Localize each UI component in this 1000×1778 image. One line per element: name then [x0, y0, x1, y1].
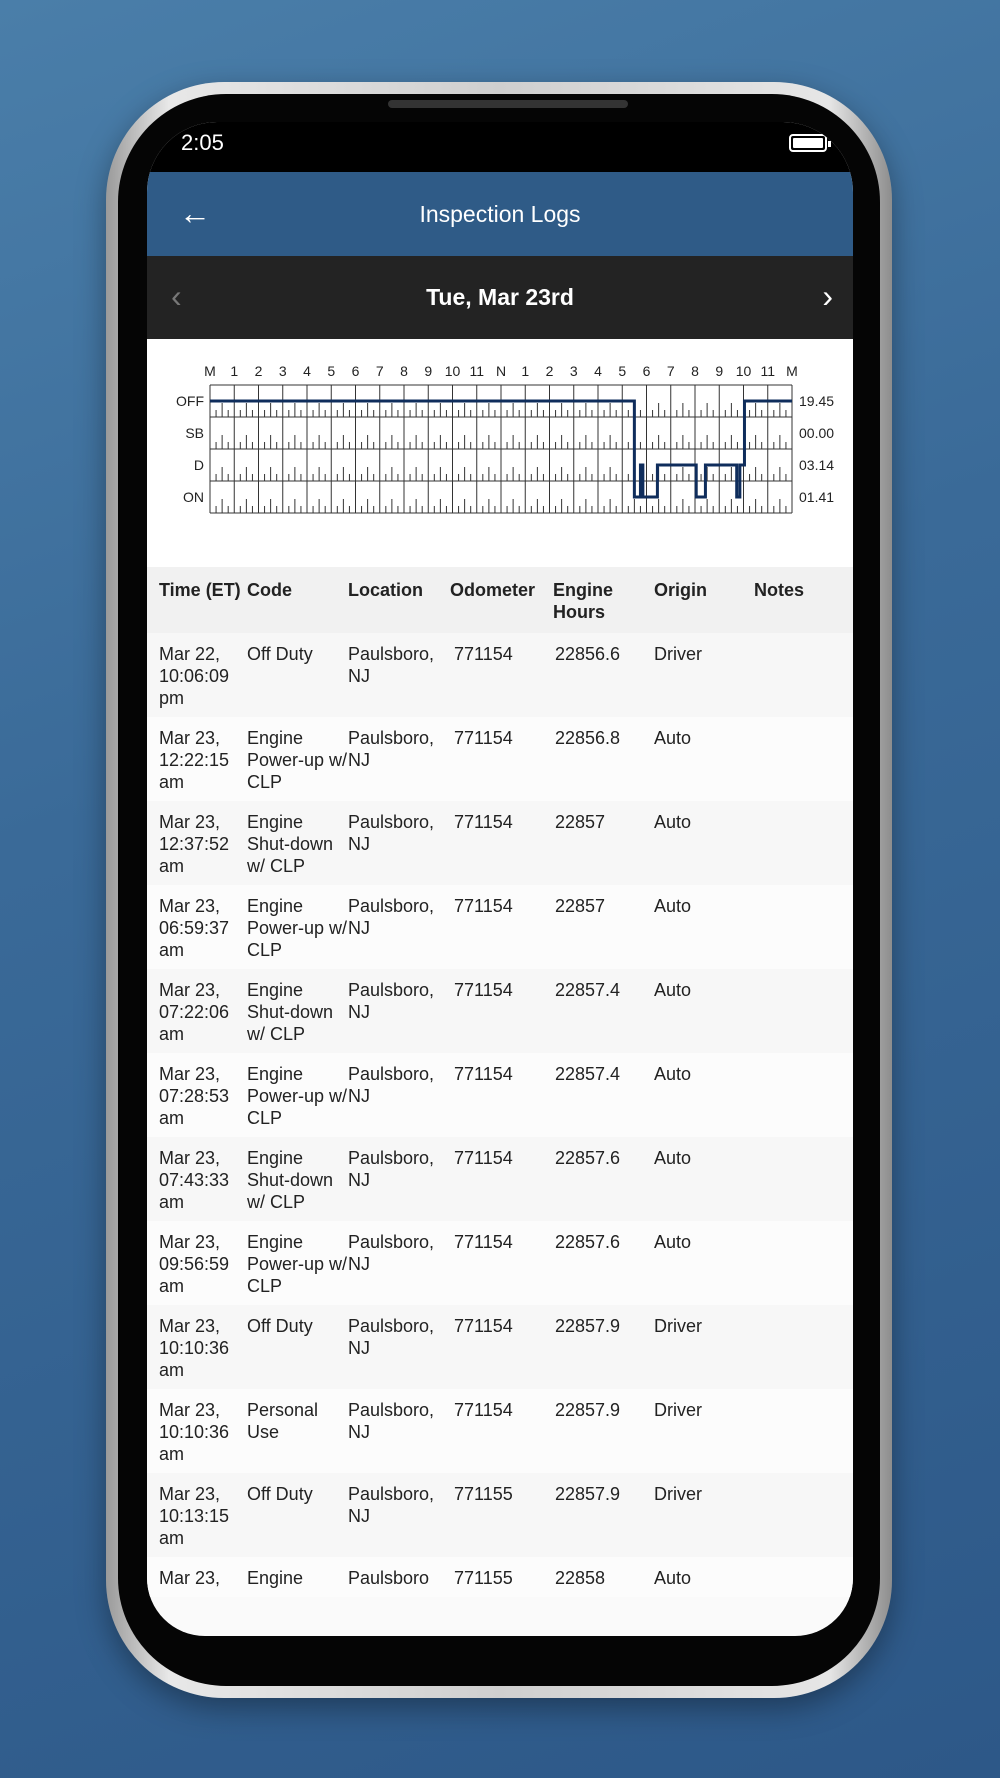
table-cell: Mar 23, 10:10:36 am — [147, 1305, 247, 1389]
column-header[interactable]: Notes — [754, 567, 853, 633]
table-cell: 22857.9 — [553, 1305, 654, 1389]
table-cell — [754, 1137, 853, 1221]
table-cell: 22857.9 — [553, 1473, 654, 1557]
status-label: SB — [185, 425, 204, 441]
table-cell — [754, 633, 853, 717]
table-cell: 771155 — [450, 1557, 553, 1597]
table-cell: Mar 23, 12:37:52 am — [147, 801, 247, 885]
table-row[interactable] — [147, 1137, 853, 1221]
hour-label: 11 — [469, 363, 485, 379]
table-cell: Auto — [654, 969, 754, 1053]
table-cell: Auto — [654, 801, 754, 885]
page-title: Inspection Logs — [419, 200, 581, 227]
table-cell: Off Duty — [247, 1305, 348, 1389]
table-cell: Off Duty — [247, 633, 348, 717]
table-cell: Paulsboro — [348, 1557, 450, 1597]
app-bar — [147, 172, 853, 256]
table-cell: Paulsboro, NJ — [348, 1389, 450, 1473]
arrow-left-icon[interactable]: ← — [179, 195, 211, 231]
table-cell — [754, 1305, 853, 1389]
table-cell: Mar 23, 07:43:33 am — [147, 1137, 247, 1221]
table-cell: Paulsboro, NJ — [348, 1473, 450, 1557]
table-cell: Paulsboro, NJ — [348, 969, 450, 1053]
table-cell: Driver — [654, 1473, 754, 1557]
table-cell — [754, 1389, 853, 1473]
table-cell: Mar 23, 10:10:36 am — [147, 1389, 247, 1473]
duty-status-chart — [147, 339, 853, 567]
table-cell: Paulsboro, NJ — [348, 885, 450, 969]
table-cell: Paulsboro, NJ — [348, 1053, 450, 1137]
table-cell: Engine Shut-down w/ CLP — [247, 969, 348, 1053]
table-cell: Auto — [654, 717, 754, 801]
hour-label: 2 — [545, 363, 554, 379]
table-cell: Driver — [654, 633, 754, 717]
table-cell: 22856.6 — [553, 633, 654, 717]
table-cell: 771154 — [450, 1305, 553, 1389]
table-cell: Driver — [654, 1305, 754, 1389]
table-cell: 771154 — [450, 633, 553, 717]
hour-label: 10 — [735, 363, 752, 379]
hour-label: 1 — [521, 363, 530, 379]
table-row[interactable] — [147, 1473, 853, 1557]
table-cell — [754, 969, 853, 1053]
table-cell: 22857.4 — [553, 1053, 654, 1137]
table-cell: 22857 — [553, 801, 654, 885]
hour-label: 3 — [569, 363, 578, 379]
table-cell — [754, 717, 853, 801]
table-cell: Engine Power-up w/ CLP — [247, 717, 348, 801]
status-label: ON — [183, 489, 204, 505]
table-cell: 771154 — [450, 969, 553, 1053]
table-cell: Mar 22, 10:06:09 pm — [147, 633, 247, 717]
hour-label: 4 — [303, 363, 311, 379]
hour-label: M — [786, 363, 798, 379]
table-cell: Paulsboro, NJ — [348, 1305, 450, 1389]
hour-label: 6 — [351, 363, 360, 379]
hour-label: 9 — [715, 363, 724, 379]
table-cell: Engine Power-up w/ CLP — [247, 885, 348, 969]
table-cell: 771154 — [450, 1389, 553, 1473]
table-cell: 22857 — [553, 885, 654, 969]
status-bar — [147, 122, 853, 172]
table-cell: Auto — [654, 885, 754, 969]
date-navigator — [147, 256, 853, 339]
table-cell: 771154 — [450, 717, 553, 801]
hour-label: 8 — [400, 363, 408, 379]
hour-label: 10 — [444, 363, 461, 379]
hour-label: M — [204, 363, 216, 379]
status-total: 19.45 — [799, 393, 835, 409]
table-cell: Engine Shut-down w/ CLP — [247, 1137, 348, 1221]
table-cell: Personal Use — [247, 1389, 348, 1473]
status-total: 00.00 — [799, 425, 835, 441]
table-cell: Auto — [654, 1557, 754, 1597]
table-cell: Engine Power-up w/ CLP — [247, 1053, 348, 1137]
table-cell: Engine — [247, 1557, 348, 1597]
hour-label: 2 — [254, 363, 263, 379]
battery-full-icon — [789, 134, 827, 152]
column-header[interactable]: Engine Hours — [553, 567, 654, 633]
table-cell: Driver — [654, 1389, 754, 1473]
hour-label: 1 — [230, 363, 239, 379]
table-cell: Mar 23, 12:22:15 am — [147, 717, 247, 801]
table-cell: Paulsboro, NJ — [348, 1221, 450, 1305]
table-cell — [754, 1053, 853, 1137]
hour-label: 4 — [594, 363, 602, 379]
table-cell: Mar 23, 07:28:53 am — [147, 1053, 247, 1137]
table-cell: 771154 — [450, 1137, 553, 1221]
table-cell — [754, 885, 853, 969]
table-cell: Auto — [654, 1221, 754, 1305]
status-total: 03.14 — [799, 457, 835, 473]
table-cell: Mar 23, — [147, 1557, 247, 1597]
table-cell: Engine Shut-down w/ CLP — [247, 801, 348, 885]
table-row[interactable] — [147, 969, 853, 1053]
table-cell: Paulsboro, NJ — [348, 717, 450, 801]
hour-label: 5 — [618, 363, 627, 379]
hour-label: N — [495, 363, 507, 379]
table-cell: 22857.9 — [553, 1389, 654, 1473]
table-cell: Auto — [654, 1137, 754, 1221]
table-cell: 22858 — [553, 1557, 654, 1597]
app-screen — [147, 122, 853, 1636]
table-cell — [754, 1473, 853, 1557]
log-table — [147, 567, 853, 1597]
hour-label: 8 — [691, 363, 699, 379]
table-cell — [754, 1557, 853, 1597]
table-row[interactable] — [147, 1053, 853, 1137]
column-header[interactable]: Location — [348, 567, 450, 633]
table-row[interactable] — [147, 717, 853, 801]
table-row[interactable] — [147, 1389, 853, 1473]
hour-label: 9 — [424, 363, 433, 379]
hour-label: 11 — [760, 363, 776, 379]
current-date: Tue, Mar 23rd — [426, 284, 574, 310]
column-header[interactable]: Origin — [654, 567, 754, 633]
hour-label: 7 — [375, 363, 384, 379]
column-header[interactable]: Code — [247, 567, 348, 633]
table-cell: 771154 — [450, 885, 553, 969]
table-cell: 22857.6 — [553, 1221, 654, 1305]
table-row[interactable] — [147, 633, 853, 717]
table-cell: Engine Power-up w/ CLP — [247, 1221, 348, 1305]
table-cell — [754, 801, 853, 885]
table-cell: Mar 23, 07:22:06 am — [147, 969, 247, 1053]
table-cell: 771155 — [450, 1473, 553, 1557]
duty-status-graph — [147, 339, 853, 567]
table-row[interactable] — [147, 885, 853, 969]
table-cell: Mar 23, 10:13:15 am — [147, 1473, 247, 1557]
table-cell: Paulsboro, NJ — [348, 633, 450, 717]
hour-label: 7 — [666, 363, 675, 379]
status-label: D — [193, 457, 204, 473]
table-cell: Paulsboro, NJ — [348, 801, 450, 885]
speaker-grille — [388, 100, 628, 108]
status-label: OFF — [176, 393, 204, 409]
table-cell: Mar 23, 09:56:59 am — [147, 1221, 247, 1305]
hour-label: 3 — [278, 363, 287, 379]
table-cell: Off Duty — [247, 1473, 348, 1557]
table-cell: 22857.6 — [553, 1137, 654, 1221]
status-time: 2:05 — [181, 130, 224, 155]
chevron-left-icon[interactable]: ‹ — [171, 278, 182, 314]
hour-label: 6 — [642, 363, 651, 379]
status-total: 01.41 — [799, 489, 835, 505]
table-cell: 771154 — [450, 1221, 553, 1305]
table-row[interactable] — [147, 1221, 853, 1305]
table-row[interactable] — [147, 1557, 853, 1597]
hour-label: 5 — [327, 363, 336, 379]
table-cell: 771154 — [450, 801, 553, 885]
table-cell: 22856.8 — [553, 717, 654, 801]
table-row[interactable] — [147, 801, 853, 885]
table-cell: 22857.4 — [553, 969, 654, 1053]
table-row[interactable] — [147, 1305, 853, 1389]
column-header[interactable]: Time (ET) — [147, 567, 247, 633]
table-cell — [754, 1221, 853, 1305]
table-cell: Auto — [654, 1053, 754, 1137]
table-cell: Mar 23, 06:59:37 am — [147, 885, 247, 969]
table-cell: Paulsboro, NJ — [348, 1137, 450, 1221]
table-header — [147, 567, 853, 633]
chevron-right-icon[interactable]: › — [822, 278, 833, 314]
table-cell: 771154 — [450, 1053, 553, 1137]
column-header[interactable]: Odometer — [450, 567, 553, 633]
